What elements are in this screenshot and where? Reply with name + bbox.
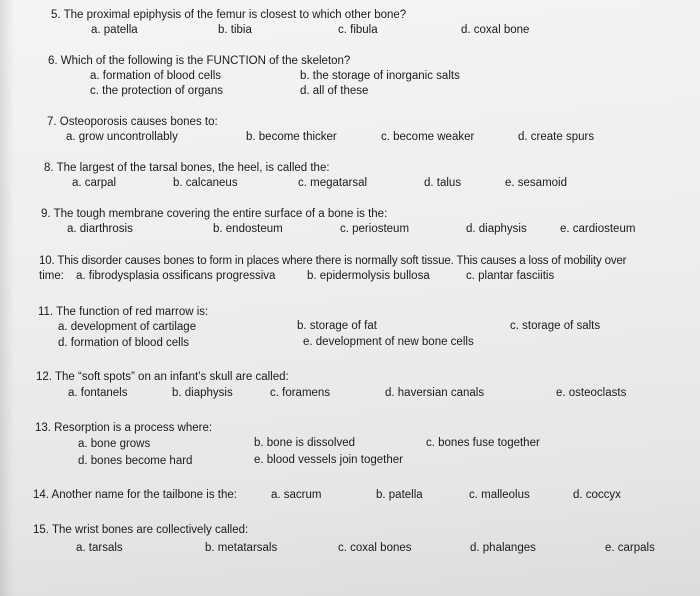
question-6-option-c: c. the protection of organs [90, 85, 223, 97]
question-7-option-a: a. grow uncontrollably [66, 131, 178, 143]
question-7-option-c: c. become weaker [381, 131, 475, 143]
question-12-option-a: a. fontanels [68, 387, 128, 399]
question-12-option-c: c. foramens [270, 387, 331, 399]
question-11-stem: 11. The function of red marrow is: [38, 306, 209, 318]
question-9-option-d: d. diaphysis [466, 223, 527, 235]
question-8-stem: 8. The largest of the tarsal bones, the heel, is called the: [44, 162, 330, 174]
question-9-option-c: c. periosteum [340, 223, 410, 235]
question-11-option-d: d. formation of blood cells [58, 337, 190, 349]
question-10-stem: 10. This disorder causes bones to form in places where there is normally soft tissue. This causes a loss of mobility over [39, 255, 627, 267]
question-5-option-c: c. fibula [338, 24, 378, 36]
question-9-option-e: e. cardiosteum [560, 223, 636, 235]
question-7-option-d: d. create spurs [518, 131, 595, 143]
question-15-option-e: e. carpals [605, 542, 655, 554]
question-14-option-b: b. patella [376, 489, 423, 501]
question-6-option-d: d. all of these [300, 85, 369, 97]
question-5-stem: 5. The proximal epiphysis of the femur is closest to which other bone? [51, 9, 407, 21]
question-10-stem-continued: time: [39, 270, 64, 282]
question-7-stem: 7. Osteoporosis causes bones to: [47, 116, 218, 128]
question-6-option-b: b. the storage of inorganic salts [300, 70, 460, 82]
question-10-option-c: c. plantar fasciitis [466, 270, 555, 282]
question-9-option-a: a. diarthrosis [67, 223, 133, 235]
question-15-option-a: a. tarsals [76, 542, 123, 554]
question-14-stem: 14. Another name for the tailbone is the: [33, 489, 237, 501]
question-8-option-e: e. sesamoid [505, 177, 568, 189]
question-7-option-b: b. become thicker [246, 131, 337, 143]
question-9-option-b: b. endosteum [213, 223, 283, 235]
question-9-stem: 9. The tough membrane covering the entire surface of a bone is the: [41, 208, 388, 220]
question-13-stem: 13. Resorption is a process where: [35, 422, 213, 434]
question-6-stem: 6. Which of the following is the FUNCTION of the skeleton? [48, 55, 351, 67]
question-11-option-b: b. storage of fat [297, 320, 377, 332]
question-15-stem: 15. The wrist bones are collectively called: [33, 524, 249, 536]
question-11-option-e: e. development of new bone cells [303, 336, 474, 348]
question-8-option-d: d. talus [424, 177, 462, 189]
question-10-option-a: a. fibrodysplasia ossificans progressiva [76, 270, 276, 282]
question-12-stem: 12. The “soft spots” on an infant’s skull are called: [36, 371, 289, 383]
question-13-option-c: c. bones fuse together [426, 437, 540, 449]
question-5-option-b: b. tibia [218, 24, 252, 36]
question-10-option-b: b. epidermolysis bullosa [307, 270, 430, 282]
question-8-option-b: b. calcaneus [173, 177, 238, 189]
question-15-option-c: c. coxal bones [338, 542, 412, 554]
question-8-option-a: a. carpal [72, 177, 117, 189]
question-14-option-d: d. coccyx [573, 489, 621, 501]
question-15-option-d: d. phalanges [470, 542, 536, 554]
question-14-option-c: c. malleolus [469, 489, 530, 501]
question-12-option-e: e. osteoclasts [556, 387, 627, 399]
question-8-option-c: c. megatarsal [298, 177, 368, 189]
question-6-option-a: a. formation of blood cells [90, 70, 222, 82]
question-11-option-c: c. storage of salts [510, 320, 601, 332]
question-13-option-a: a. bone grows [78, 438, 151, 450]
page-shadow [0, 0, 14, 596]
question-5-option-a: a. patella [91, 24, 138, 36]
question-12-option-d: d. haversian canals [385, 387, 485, 399]
question-13-option-b: b. bone is dissolved [254, 437, 356, 449]
question-15-option-b: b. metatarsals [205, 542, 278, 554]
question-13-option-e: e. blood vessels join together [254, 454, 403, 466]
question-13-option-d: d. bones become hard [78, 455, 193, 467]
question-11-option-a: a. development of cartilage [58, 321, 197, 333]
question-5-option-d: d. coxal bone [461, 24, 530, 36]
question-12-option-b: b. diaphysis [172, 387, 233, 399]
question-14-option-a: a. sacrum [271, 489, 322, 501]
